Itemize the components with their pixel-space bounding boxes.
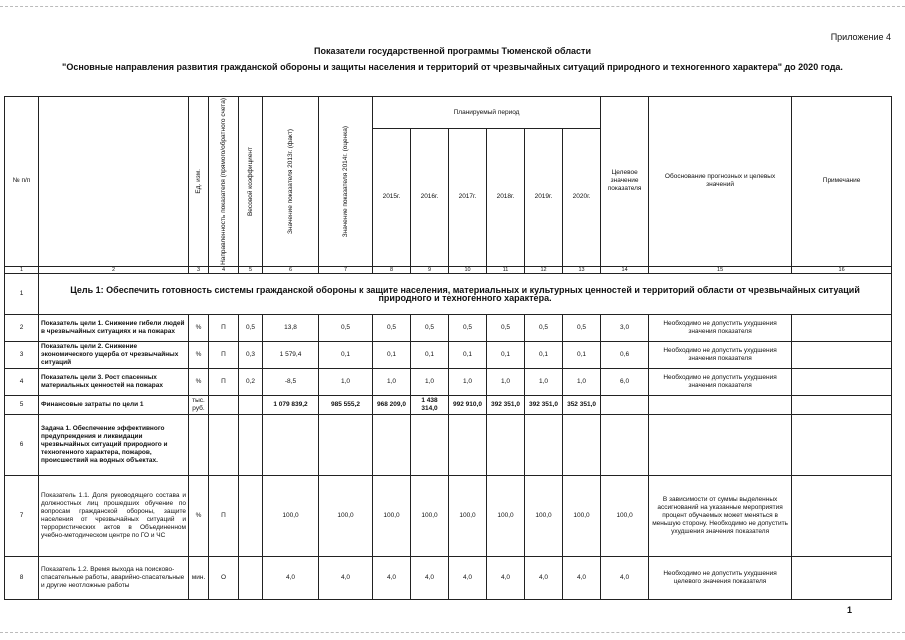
row-year-value: 4,0 — [373, 556, 411, 599]
row-year-value — [563, 414, 601, 475]
header-planned-period: Планируемый период — [373, 97, 601, 129]
row-note — [792, 395, 892, 414]
row-year-value: 1,0 — [373, 368, 411, 395]
header-year: 2020г. — [563, 129, 601, 267]
header-year: 2018г. — [487, 129, 525, 267]
row-year-value: 1,0 — [449, 368, 487, 395]
row-weight — [239, 475, 263, 556]
row-rationale — [649, 414, 792, 475]
row-unit: тыс. руб. — [189, 395, 209, 414]
header-note: Примечание — [792, 97, 892, 267]
row-direction — [209, 414, 239, 475]
row-year-value: 992 910,0 — [449, 395, 487, 414]
row-note — [792, 368, 892, 395]
column-number: 1 — [5, 266, 39, 273]
row-year-value: 0,1 — [487, 341, 525, 368]
row-year-value: 392 351,0 — [487, 395, 525, 414]
row-note — [792, 341, 892, 368]
row-year-value — [449, 414, 487, 475]
row-2013: 4,0 — [263, 556, 319, 599]
header-num: № п/п — [5, 97, 39, 267]
row-rationale — [649, 395, 792, 414]
row-year-value: 4,0 — [563, 556, 601, 599]
row-rationale: В зависимости от суммы выделенных ассигнований на указанные мероприятия процент обучаемых может меняться в меньшую сторону. Необходимо не допустить ухудшения значения показателя — [649, 475, 792, 556]
indicator-rows — [5, 314, 892, 599]
row-2013: -8,5 — [263, 368, 319, 395]
table-row — [5, 368, 892, 395]
row-name: Показатель цели 3. Рост спасенных материальных ценностей на пожарах — [39, 368, 189, 395]
header-unit-text: Ед. изм. — [195, 169, 202, 194]
row-year-value: 1 438 314,0 — [411, 395, 449, 414]
row-unit: мин. — [189, 556, 209, 599]
column-number: 6 — [263, 266, 319, 273]
row-year-value: 968 209,0 — [373, 395, 411, 414]
row-2014: 100,0 — [319, 475, 373, 556]
table-row — [5, 414, 892, 475]
document-subtitle: "Основные направления развития гражданской обороны и защиты населения и территорий от чрезвычайных ситуаций природного и техногенного характера" до 2020 года. — [62, 62, 843, 72]
row-2014 — [319, 414, 373, 475]
row-year-value: 0,1 — [525, 341, 563, 368]
row-2014: 0,1 — [319, 341, 373, 368]
indicators-table — [4, 96, 892, 600]
row-weight — [239, 556, 263, 599]
row-year-value: 0,1 — [449, 341, 487, 368]
row-year-value: 1,0 — [487, 368, 525, 395]
goal-row — [5, 273, 892, 314]
row-target — [601, 395, 649, 414]
header-year: 2015г. — [373, 129, 411, 267]
column-number: 5 — [239, 266, 263, 273]
column-number: 16 — [792, 266, 892, 273]
row-name: Показатель цели 1. Снижение гибели людей в чрезвычайных ситуациях и на пожарах — [39, 314, 189, 341]
row-year-value: 4,0 — [449, 556, 487, 599]
row-year-value: 100,0 — [411, 475, 449, 556]
column-number: 14 — [601, 266, 649, 273]
row-year-value: 0,1 — [373, 341, 411, 368]
row-rationale: Необходимо не допустить ухудшения значения показателя — [649, 341, 792, 368]
row-rationale: Необходимо не допустить ухудшения значения показателя — [649, 368, 792, 395]
row-2014: 1,0 — [319, 368, 373, 395]
row-direction — [209, 395, 239, 414]
row-year-value — [525, 414, 563, 475]
row-year-value: 1,0 — [411, 368, 449, 395]
row-direction: П — [209, 475, 239, 556]
row-2013: 100,0 — [263, 475, 319, 556]
header-weight-text: Весовой коэффициент — [247, 146, 254, 216]
header-2013-text: Значение показателя 2013г. (факт) — [287, 128, 294, 234]
row-target: 6,0 — [601, 368, 649, 395]
header-year: 2019г. — [525, 129, 563, 267]
column-number: 4 — [209, 266, 239, 273]
row-name: Показатель 1.2. Время выхода на поисково-спасательные работы, аварийно-спасательные и другие неотложные работы — [39, 556, 189, 599]
row-2013: 1 079 839,2 — [263, 395, 319, 414]
row-year-value: 352 351,0 — [563, 395, 601, 414]
table-row — [5, 395, 892, 414]
row-num: 6 — [5, 414, 39, 475]
row-year-value: 100,0 — [373, 475, 411, 556]
row-note — [792, 475, 892, 556]
row-num: 2 — [5, 314, 39, 341]
row-target: 0,6 — [601, 341, 649, 368]
header-rationale: Обоснование прогнозных и целевых значений — [649, 97, 792, 267]
row-num: 3 — [5, 341, 39, 368]
row-year-value: 0,5 — [411, 314, 449, 341]
header-target: Целевое значение показателя — [601, 97, 649, 267]
row-weight — [239, 395, 263, 414]
appendix-label: Приложение 4 — [830, 32, 891, 42]
row-note — [792, 556, 892, 599]
row-target: 100,0 — [601, 475, 649, 556]
row-weight: 0,2 — [239, 368, 263, 395]
row-2014: 985 555,2 — [319, 395, 373, 414]
row-year-value: 0,5 — [373, 314, 411, 341]
goal-num: 1 — [5, 273, 39, 314]
row-2013: 13,8 — [263, 314, 319, 341]
row-name: Показатель цели 2. Снижение экономического ущерба от чрезвычайных ситуаций — [39, 341, 189, 368]
header-direction-text: Направленность показателя (прямого/обратного счета) — [220, 98, 227, 265]
row-year-value: 392 351,0 — [525, 395, 563, 414]
header-2013 — [263, 97, 319, 267]
row-year-value: 0,5 — [449, 314, 487, 341]
row-direction: О — [209, 556, 239, 599]
row-year-value: 4,0 — [487, 556, 525, 599]
row-num: 4 — [5, 368, 39, 395]
header-year: 2017г. — [449, 129, 487, 267]
row-year-value — [411, 414, 449, 475]
row-unit: % — [189, 341, 209, 368]
header-name — [39, 97, 189, 267]
row-unit: % — [189, 314, 209, 341]
table-row — [5, 556, 892, 599]
goal-text: Цель 1: Обеспечить готовность системы гражданской обороны к защите населения, материальных и культурных ценностей и территорий области от чрезвычайных ситуаций природного и техногенного характера. — [39, 273, 892, 314]
row-num: 8 — [5, 556, 39, 599]
column-number: 8 — [373, 266, 411, 273]
row-target — [601, 414, 649, 475]
row-year-value: 0,1 — [563, 341, 601, 368]
column-number-row — [5, 266, 892, 273]
column-number: 9 — [411, 266, 449, 273]
row-num: 7 — [5, 475, 39, 556]
column-number: 11 — [487, 266, 525, 273]
table-row — [5, 314, 892, 341]
row-direction: П — [209, 368, 239, 395]
row-year-value: 0,5 — [563, 314, 601, 341]
row-weight: 0,5 — [239, 314, 263, 341]
row-2014: 4,0 — [319, 556, 373, 599]
row-unit: % — [189, 368, 209, 395]
row-rationale: Необходимо не допустить ухудшения целевого значения показателя — [649, 556, 792, 599]
header-2014-text: Значение показателя 2014г. (оценка) — [342, 125, 349, 238]
row-note — [792, 314, 892, 341]
row-direction: П — [209, 314, 239, 341]
header-unit — [189, 97, 209, 267]
row-year-value: 100,0 — [449, 475, 487, 556]
column-number: 13 — [563, 266, 601, 273]
header-year: 2016г. — [411, 129, 449, 267]
row-target: 4,0 — [601, 556, 649, 599]
row-2013: 1 579,4 — [263, 341, 319, 368]
scan-edge-top — [0, 6, 905, 7]
row-year-value: 0,1 — [411, 341, 449, 368]
row-2013 — [263, 414, 319, 475]
row-year-value: 0,5 — [525, 314, 563, 341]
column-number: 2 — [39, 266, 189, 273]
row-direction: П — [209, 341, 239, 368]
row-year-value: 1,0 — [563, 368, 601, 395]
column-number: 3 — [189, 266, 209, 273]
row-year-value: 0,5 — [487, 314, 525, 341]
row-target: 3,0 — [601, 314, 649, 341]
row-name: Задача 1. Обеспечение эффективного предупреждения и ликвидации чрезвычайных ситуаций природного и техногенного характера, пожаров, происшествий на водных объектах. — [39, 414, 189, 475]
row-rationale: Необходимо не допустить ухудшения значения показателя — [649, 314, 792, 341]
page-number: 1 — [846, 605, 852, 615]
row-year-value: 100,0 — [487, 475, 525, 556]
row-year-value — [373, 414, 411, 475]
row-year-value: 100,0 — [563, 475, 601, 556]
row-year-value — [487, 414, 525, 475]
table-row — [5, 341, 892, 368]
column-number: 10 — [449, 266, 487, 273]
row-2014: 0,5 — [319, 314, 373, 341]
row-unit: % — [189, 475, 209, 556]
column-number: 7 — [319, 266, 373, 273]
row-year-value: 1,0 — [525, 368, 563, 395]
row-weight: 0,3 — [239, 341, 263, 368]
row-num: 5 — [5, 395, 39, 414]
row-year-value: 100,0 — [525, 475, 563, 556]
row-name: Финансовые затраты по цели 1 — [39, 395, 189, 414]
table-row — [5, 475, 892, 556]
row-name: Показатель 1.1. Доля руководящего состава и должностных лиц прошедших обучение по вопросам гражданской обороны, защите населения от чрезвычайных ситуаций и террористических актов в Объединенном учебно-методическом центре по ГО и ЧС — [39, 475, 189, 556]
column-number: 15 — [649, 266, 792, 273]
document-title: Показатели государственной программы Тюменской области — [313, 46, 591, 56]
header-2014 — [319, 97, 373, 267]
row-note — [792, 414, 892, 475]
scan-edge-bottom — [0, 632, 905, 633]
row-year-value: 4,0 — [525, 556, 563, 599]
header-weight — [239, 97, 263, 267]
column-number: 12 — [525, 266, 563, 273]
row-year-value: 4,0 — [411, 556, 449, 599]
header-direction — [209, 97, 239, 267]
row-unit — [189, 414, 209, 475]
row-weight — [239, 414, 263, 475]
